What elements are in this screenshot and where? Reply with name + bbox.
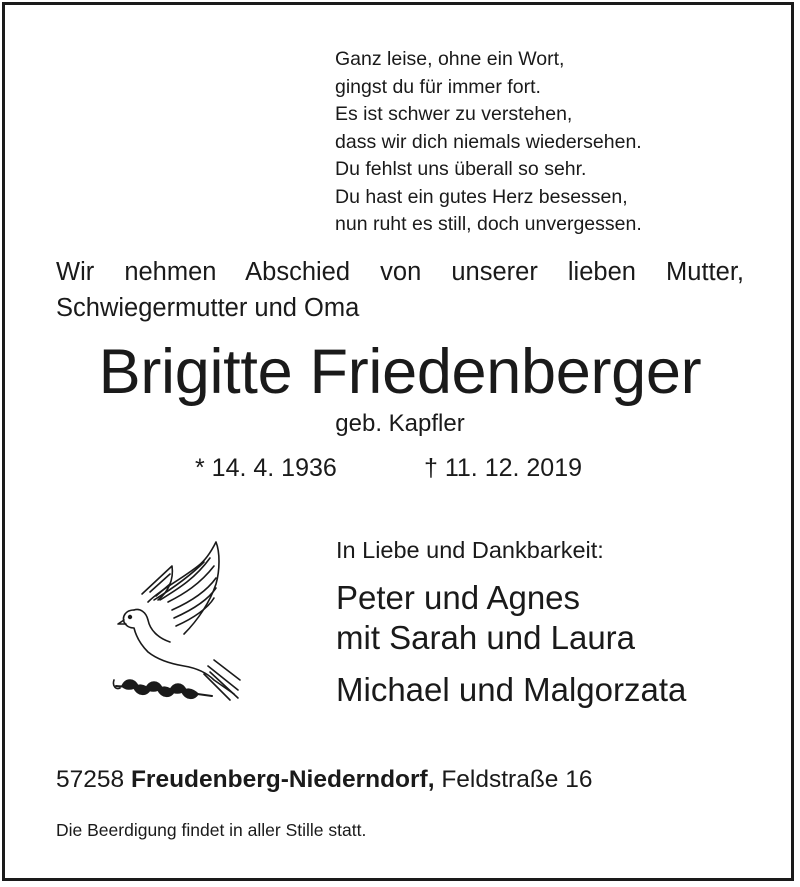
address [56,764,592,796]
mourner-line: Michael und Malgorzata [336,671,687,708]
thanks-heading: In Liebe und Dankbarkeit: [336,537,604,563]
poem-line: nun ruht es still, doch unvergessen. [335,213,642,235]
poem-line: Du hast ein gutes Herz besessen, [335,185,628,208]
poem-line: gingst du für immer fort. [335,75,541,98]
farewell-intro [56,254,744,326]
intro-line-2: Schwiegermutter und Oma [56,294,360,322]
death-date: † 11. 12. 2019 [424,454,583,482]
poem-line: Ganz leise, ohne ein Wort, [335,48,565,70]
address-town: Freudenberg-Niederndorf, [130,766,435,793]
mourner-line: mit Sarah und Laura [336,619,636,656]
address-zip: 57258 [56,766,125,793]
poem-line: Es ist schwer zu verstehen, [335,103,573,125]
address-street: Feldstraße 16 [441,766,593,793]
deceased-name: Brigitte Friedenberger [98,337,702,407]
intro-line-1: Wir nehmen Abschied von unserer lieben Mutter, [56,258,744,286]
funeral-note: Die Beerdigung findet in aller Stille statt. [56,820,367,840]
mourner-line: Peter und Agnes [336,579,581,616]
dove-with-olive-branch-icon [112,540,242,708]
mourners-list [336,578,686,710]
birth-date: * 14. 4. 1936 [195,454,337,482]
poem [335,46,642,239]
maiden-name: geb. Kapfler [335,410,465,437]
poem-line: Du fehlst uns überall so sehr. [335,158,587,180]
poem-line: dass wir dich niemals wiedersehen. [335,130,642,153]
